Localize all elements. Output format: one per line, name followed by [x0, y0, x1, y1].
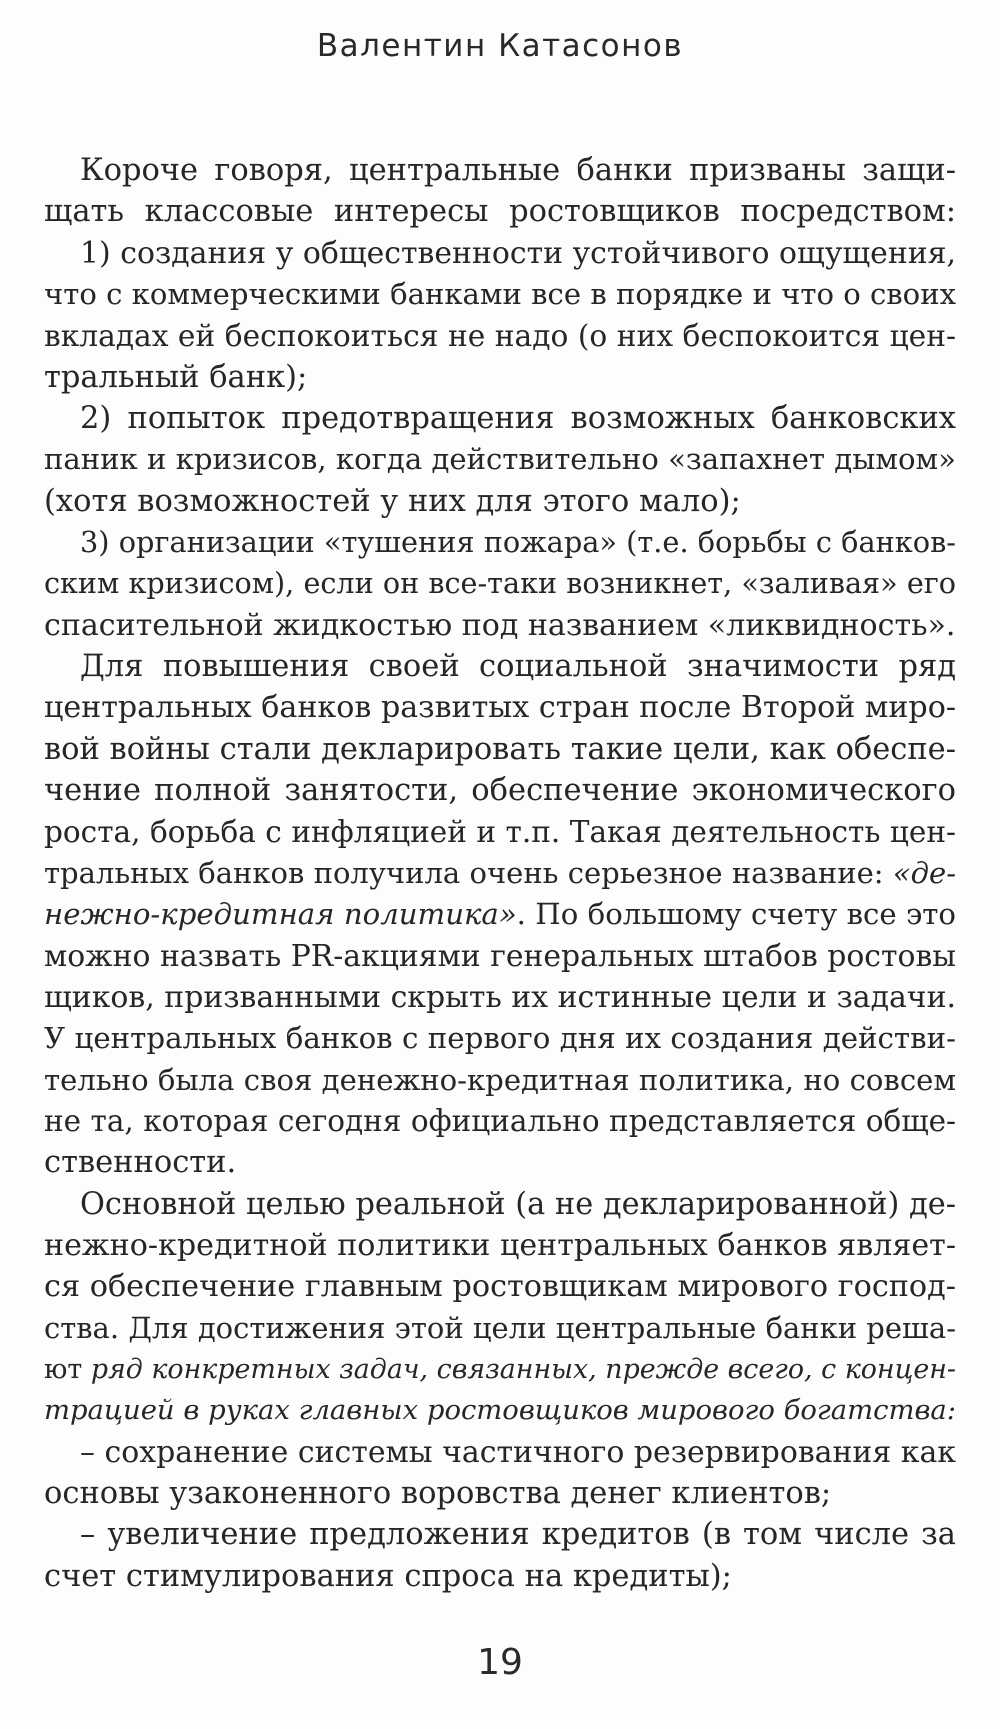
text-line: – сохранение системы частичного резервирования как — [80, 1434, 956, 1470]
text-run: ют — [44, 1353, 91, 1385]
text-line: центральных банков развитых стран после Второй миро- — [44, 690, 956, 726]
italic-text-run: «де- — [892, 855, 956, 890]
text-line: щиков, призванными скрыть их истинные цели и задачи. — [44, 979, 956, 1015]
text-line: нежно-кредитной политики центральных банков являет- — [44, 1227, 956, 1263]
text-line — [44, 853, 956, 894]
text-line: не та, которая сегодня официально представляется обще- — [44, 1103, 956, 1138]
text-line: – увеличение предложения кредитов (в том числе за — [80, 1517, 956, 1553]
text-line: вой войны стали декларировать такие цели, как обеспе- — [44, 731, 956, 767]
page-number: 19 — [477, 1642, 523, 1683]
text-line: тельно была своя денежно-кредитная политика, но совсем — [44, 1062, 956, 1097]
text-run: тральных банков получила очень серьезное название: — [44, 855, 893, 890]
text-line: паник и кризисов, когда действительно «запахнет дымом» — [44, 442, 956, 477]
text-line: вкладах ей беспокоиться не надо (о них беспокоится цен- — [44, 318, 956, 354]
body-text — [44, 150, 956, 1597]
italic-text-run: ряд конкретных задач, связанных, прежде всего, с концен- — [90, 1353, 956, 1385]
text-line: Короче говоря, центральные банки призваны защи- — [80, 153, 956, 188]
text-line: ства. Для достижения этой цели центральные банки реша- — [44, 1310, 956, 1345]
text-line: 3) организации «тушения пожара» (т.е. борьбы с банков- — [80, 525, 956, 560]
running-head-author: Валентин Катасонов — [316, 28, 684, 64]
text-line: (хотя возможностей у них для этого мало); — [44, 483, 741, 519]
text-line: счет стимулирования спроса на кредиты); — [44, 1558, 732, 1594]
text-line: можно назвать PR-акциями генеральных штабов ростовы — [44, 938, 956, 974]
text-line: основы узаконенного воровства денег клиентов; — [44, 1476, 832, 1511]
text-line: тральный банк); — [44, 359, 308, 395]
text-line: роста, борьба с инфляцией и т.п. Такая деятельность цен- — [44, 814, 956, 849]
text-line: трацией в руках главных ростовщиков мирового богатства: — [44, 1395, 956, 1427]
text-line — [44, 1349, 956, 1390]
text-line: 2) попыток предотвращения возможных банковских — [80, 401, 956, 437]
text-line: 1) создания у общественности устойчивого ощущения, — [80, 235, 956, 271]
text-line: Для повышения своей социальной значимости ряд — [80, 649, 956, 685]
text-line — [44, 894, 956, 935]
text-line: щать классовые интересы ростовщиков посредством: — [44, 194, 956, 230]
text-line: спасительной жидкостью под названием «ликвидность». — [44, 607, 956, 643]
text-line: ским кризисом), если он все-таки возникнет, «заливая» его — [44, 566, 956, 601]
text-run: . По большому счету все это — [516, 897, 956, 932]
text-line: У центральных банков с первого дня их создания действи- — [44, 1021, 956, 1056]
text-line: чение полной занятости, обеспечение экономического — [44, 773, 956, 809]
text-line: ственности. — [44, 1145, 237, 1181]
text-line: Основной целью реальной (а не декларированной) де- — [80, 1186, 956, 1222]
text-line: ся обеспечение главным ростовщикам мирового господ- — [44, 1269, 956, 1305]
text-line: что с коммерческими банками все в порядке и что о своих — [44, 277, 956, 312]
italic-text-run: нежно-кредитная политика» — [44, 897, 517, 932]
